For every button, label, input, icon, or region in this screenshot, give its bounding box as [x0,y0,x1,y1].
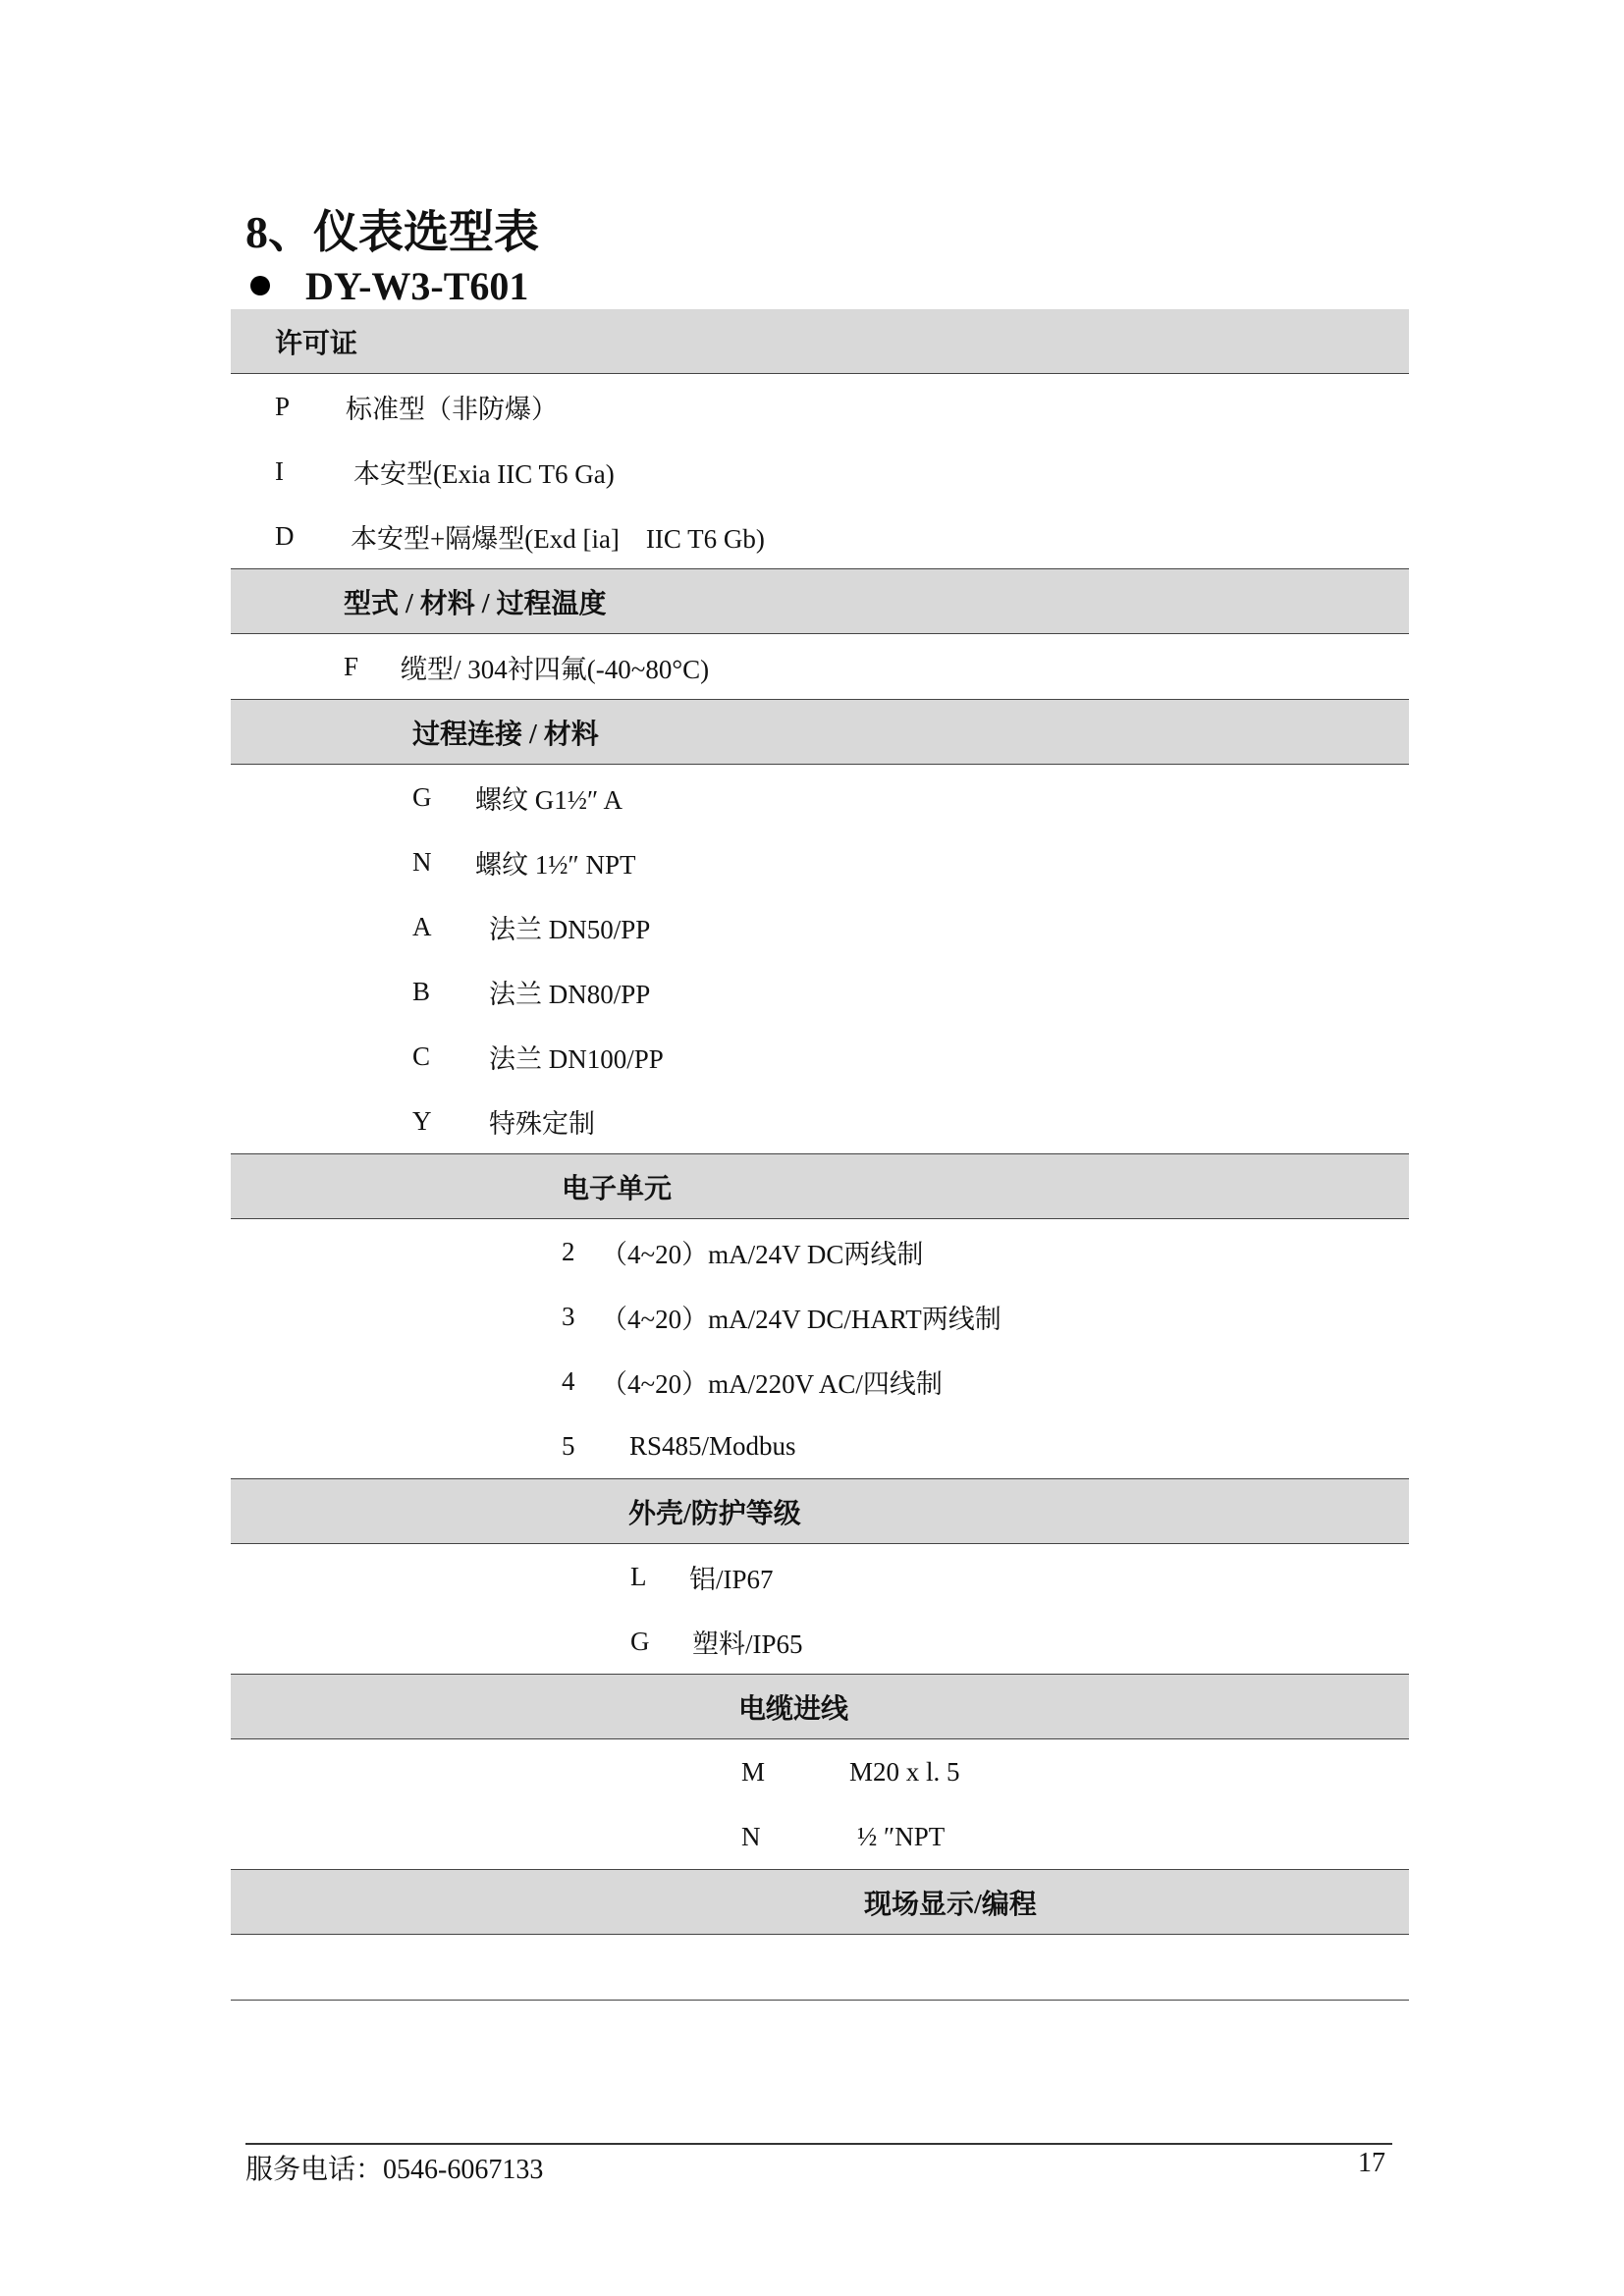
bullet-icon [250,276,270,295]
empty-row [231,1935,1409,2000]
option-desc: 特殊定制 [489,1108,595,1139]
table-row [231,634,1409,699]
section-header-electronics: 电子单元 [231,1154,1409,1219]
option-desc: M20 x l. 5 [849,1756,960,1787]
section-body-housing [231,1544,1409,1675]
option-desc: ½ ″NPT [857,1821,946,1851]
option-desc: 法兰 DN50/PP [489,914,651,944]
section-body-electronics [231,1219,1409,1479]
option-code: N [741,1821,761,1851]
section-body-license [231,374,1409,569]
option-code: A [412,911,432,941]
table-row [231,1609,1409,1674]
table-row [231,1219,1409,1284]
table-row [231,439,1409,504]
table-row [231,1544,1409,1609]
section-header-cable-entry: 电缆进线 [231,1675,1409,1739]
table-row [231,1089,1409,1153]
option-code: L [630,1561,647,1591]
section-body-cable-entry [231,1739,1409,1870]
section-header-process-connection: 过程连接 / 材料 [231,700,1409,765]
model-line [245,260,528,311]
section-body-display [231,1935,1409,2001]
table-row [231,1414,1409,1478]
option-desc: 螺纹 1½″ NPT [475,849,636,880]
option-desc: 标准型（非防爆） [346,394,558,424]
option-desc: 法兰 DN100/PP [489,1043,664,1074]
table-row [231,504,1409,568]
option-code: B [412,976,431,1006]
selection-table [231,309,1409,2001]
section-body-type-material [231,634,1409,700]
table-row [231,1349,1409,1414]
option-desc: RS485/Modbus [629,1430,796,1461]
option-desc: （4~20）mA/220V AC/四线制 [601,1368,943,1399]
section-header-type-material: 型式 / 材料 / 过程温度 [231,569,1409,634]
option-desc: 塑料/IP65 [692,1629,803,1659]
footer-page-number: 17 [1358,2148,1385,2178]
table-row [231,1739,1409,1804]
option-code: P [275,391,291,421]
option-code: G [630,1626,650,1656]
section-header-display: 现场显示/编程 [231,1870,1409,1935]
table-row [231,829,1409,894]
option-code: I [275,455,284,486]
option-code: N [412,846,432,877]
table-row [231,1284,1409,1349]
option-desc: 法兰 DN80/PP [489,979,651,1009]
table-row [231,1804,1409,1869]
table-row [231,894,1409,959]
option-desc: 缆型/ 304衬四氟(-40~80°C) [401,654,710,684]
section-body-process-connection [231,765,1409,1154]
option-code: 4 [562,1365,575,1396]
table-row [231,1024,1409,1089]
page-title: 8、仪表选型表 [245,207,539,257]
option-code: 5 [562,1430,575,1461]
option-code: C [412,1041,431,1071]
section-header-license: 许可证 [231,309,1409,374]
option-desc: 本安型+隔爆型(Exd [ia] IIC T6 Gb) [351,523,765,554]
footer-divider [245,2143,1392,2145]
option-code: 2 [562,1236,575,1266]
footer-service-phone: 服务电话：0546-6067133 [245,2155,544,2185]
option-desc: 螺纹 G1½″ A [475,784,623,815]
table-row [231,959,1409,1024]
option-code: Y [412,1105,432,1136]
option-desc: （4~20）mA/24V DC/HART两线制 [601,1304,1001,1334]
option-code: F [344,651,359,681]
table-row [231,765,1409,829]
option-desc: 铝/IP67 [689,1564,774,1594]
table-row [231,374,1409,439]
option-code: M [741,1756,766,1787]
option-code: D [275,520,295,551]
model-code: DY-W3-T601 [305,263,529,308]
option-code: G [412,781,432,812]
section-header-housing: 外壳/防护等级 [231,1479,1409,1544]
option-desc: （4~20）mA/24V DC两线制 [601,1239,924,1269]
option-desc: 本安型(Exia IIC T6 Ga) [353,458,615,489]
option-code: 3 [562,1301,575,1331]
